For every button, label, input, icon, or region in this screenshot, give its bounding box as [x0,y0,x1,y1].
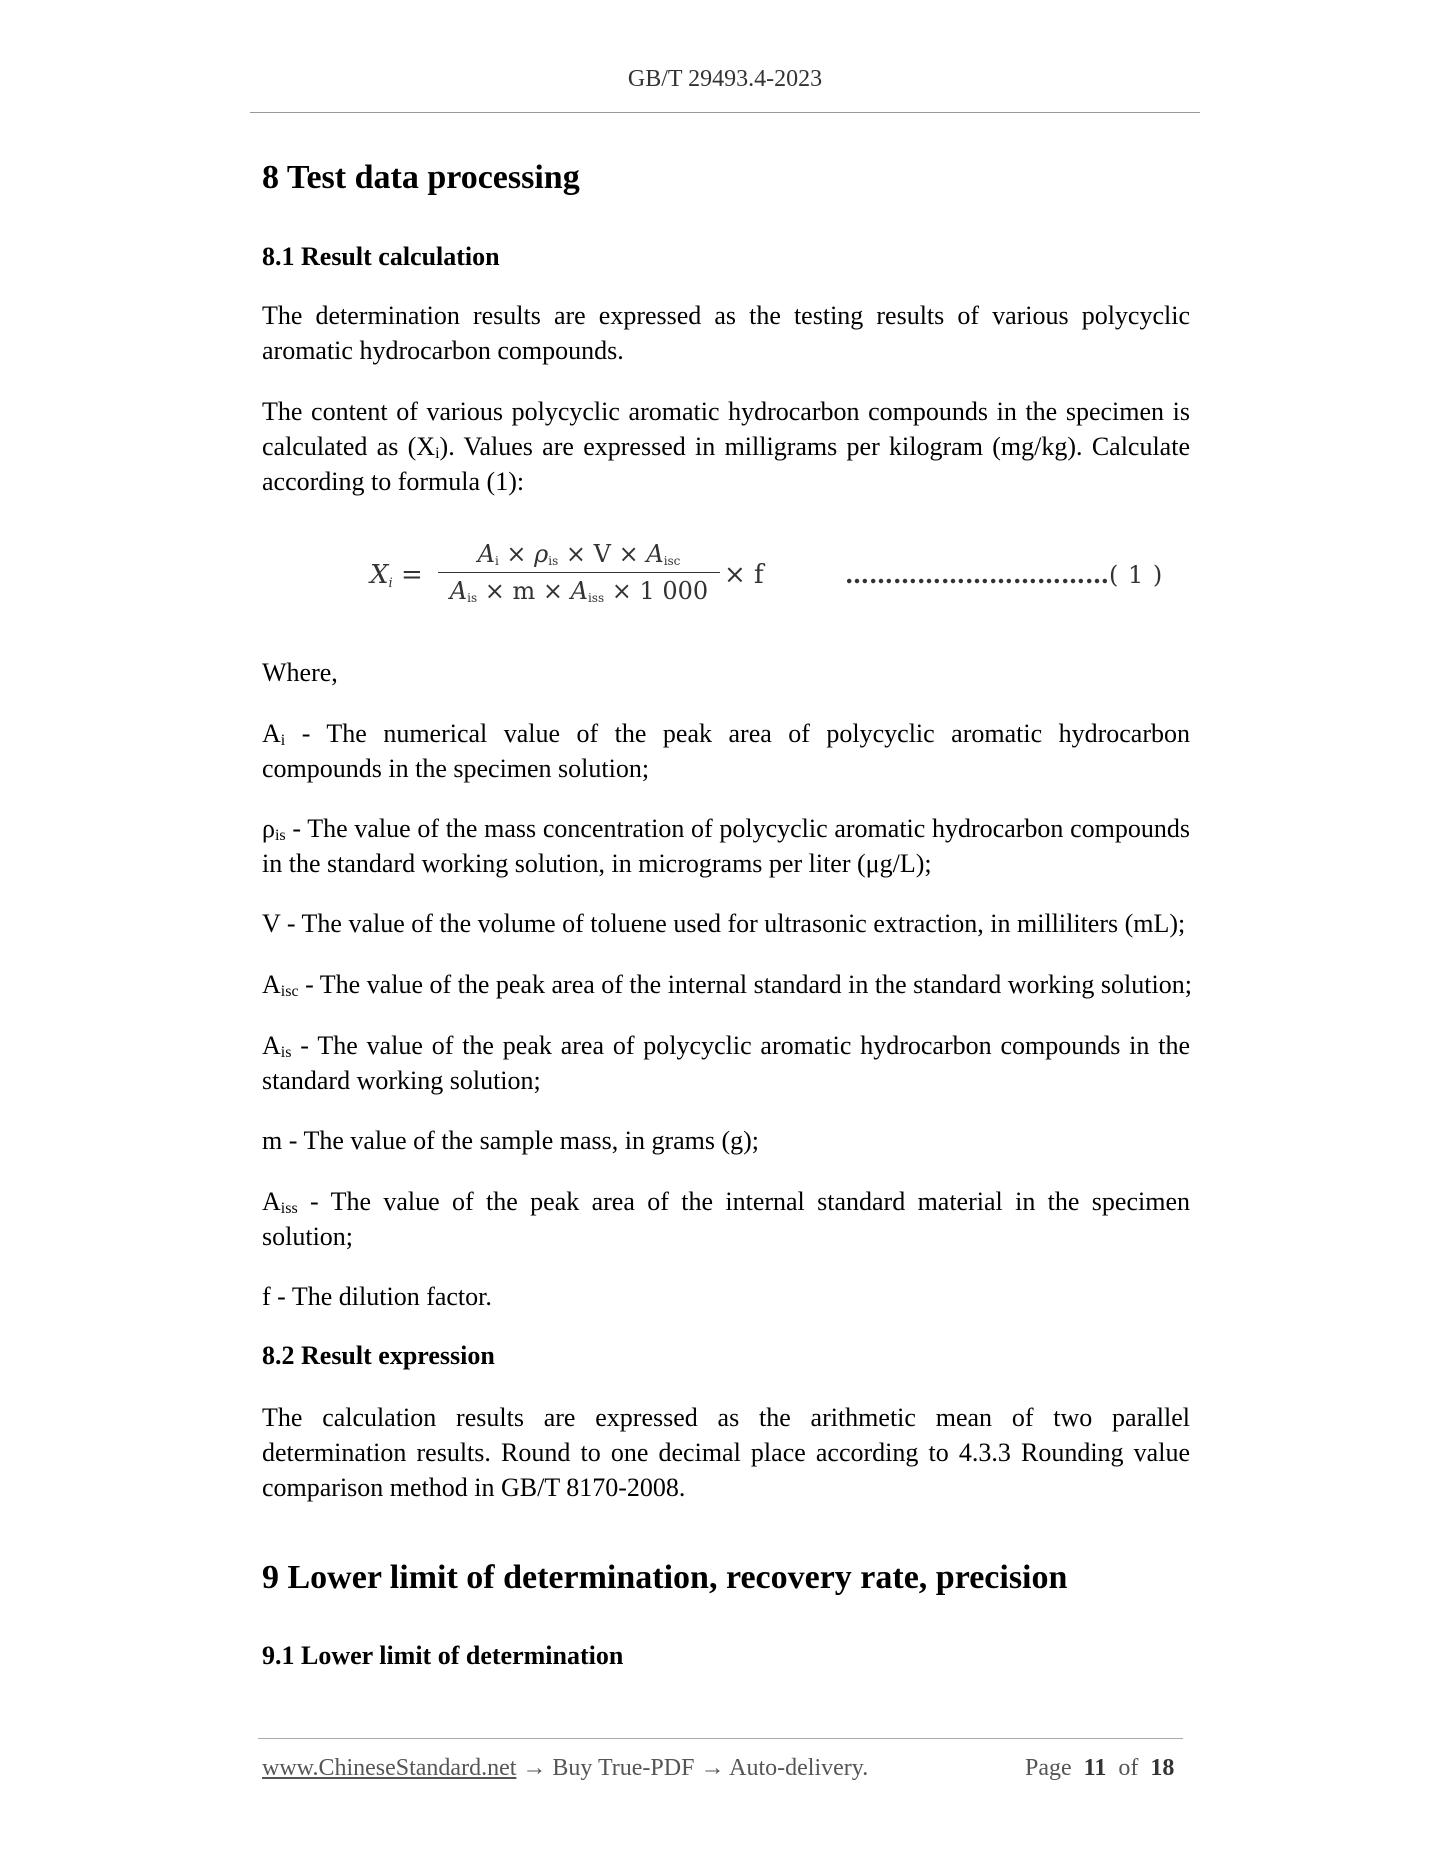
subsection-title: 8.2 Result expression [262,1341,495,1370]
formula-number: ……………………………( 1 ) [845,560,1164,589]
definition-item: $A_{is}$ - The value of the peak area of polycyclic aromatic hydrocarbon compounds in the standard working solution; [262,1031,1190,1095]
footer-divider [258,1738,1183,1739]
formula-tail: × f [724,560,764,590]
paragraph-content-calc [262,394,1190,499]
formula-denominator: $A_{is} \times m \times A_{iss} \times 1$ 000 [449,577,709,605]
footer-promo: www.ChineseStandard.net → Buy True-PDF → Auto-delivery. [262,1755,869,1781]
fraction-bar [438,572,720,573]
header-divider [250,112,1200,113]
section-title: 8 Test data processing [262,159,580,196]
definition-item: $A_{iss}$ - The value of the peak area of the internal standard material in the specimen solution; [262,1187,1190,1251]
page-indicator: Page 11 of 18 [1025,1755,1175,1781]
definition-item: $\rho_{is}$ - The value of the mass concentration of polycyclic aromatic hydrocarbon compounds in the standard working solution, in micrograms per liter (μg/L); [262,814,1190,878]
subsection-9-1-heading [262,1640,1190,1671]
definition-item: V - The value of the volume of toluene used for ultrasonic extraction, in milliliters (mL); [262,909,1186,938]
running-header: GB/T 29493.4-2023 [627,66,823,92]
definition-item: f - The dilution factor. [262,1282,492,1311]
total-pages: 18 [1150,1755,1175,1781]
section-title: 9 Lower limit of determination, recovery rate, precision [262,1559,1068,1596]
subsection-title: 9.1 Lower limit of determination [262,1641,624,1670]
buy-pdf-text: Buy True-PDF [552,1755,695,1781]
formula-fraction [438,538,720,607]
subsection-title: 8.1 Result calculation [262,242,500,271]
current-page: 11 [1083,1755,1107,1781]
section-9-heading [262,1558,1190,1599]
where-label: Where, [262,658,338,687]
site-link[interactable]: www.ChineseStandard.net [262,1755,517,1781]
paragraph-result-expression [262,1400,1190,1505]
paragraph-text: The content of various polycyclic aromatic hydrocarbon compounds in the specimen is calculated as $(X_i)$. Values are expressed in milligrams per kilogram (mg/kg). Calculate according to formula (1): [262,397,1190,496]
definition-item: m - The value of the sample mass, in grams (g); [262,1126,760,1155]
subsection-8-1-heading [262,241,1190,272]
definition-item: $A_i$ - The numerical value of the peak area of polycyclic aromatic hydrocarbon compounds in the specimen solution; [262,719,1190,783]
definition-item: $A_{isc}$ - The value of the peak area of the internal standard in the standard working solution; [262,970,1192,1000]
formula-lhs: $X_i$ = [370,560,423,591]
paragraph-text: The calculation results are expressed as the arithmetic mean of two parallel determination results. Round to one decimal place according to 4.3.3 Rounding value comparison method in GB/T 8170-2008. [262,1403,1190,1502]
formula-numerator: $A_i \times \rho_{is} \times V \times A_{isc}$ [477,540,681,568]
section-8-heading [262,158,1190,199]
subsection-8-2-heading [262,1340,1190,1371]
paragraph-results [262,298,1190,368]
delivery-text: Auto-delivery. [729,1755,869,1781]
paragraph-text: The determination results are expressed as the testing results of various polycyclic aromatic hydrocarbon compounds. [262,301,1190,365]
